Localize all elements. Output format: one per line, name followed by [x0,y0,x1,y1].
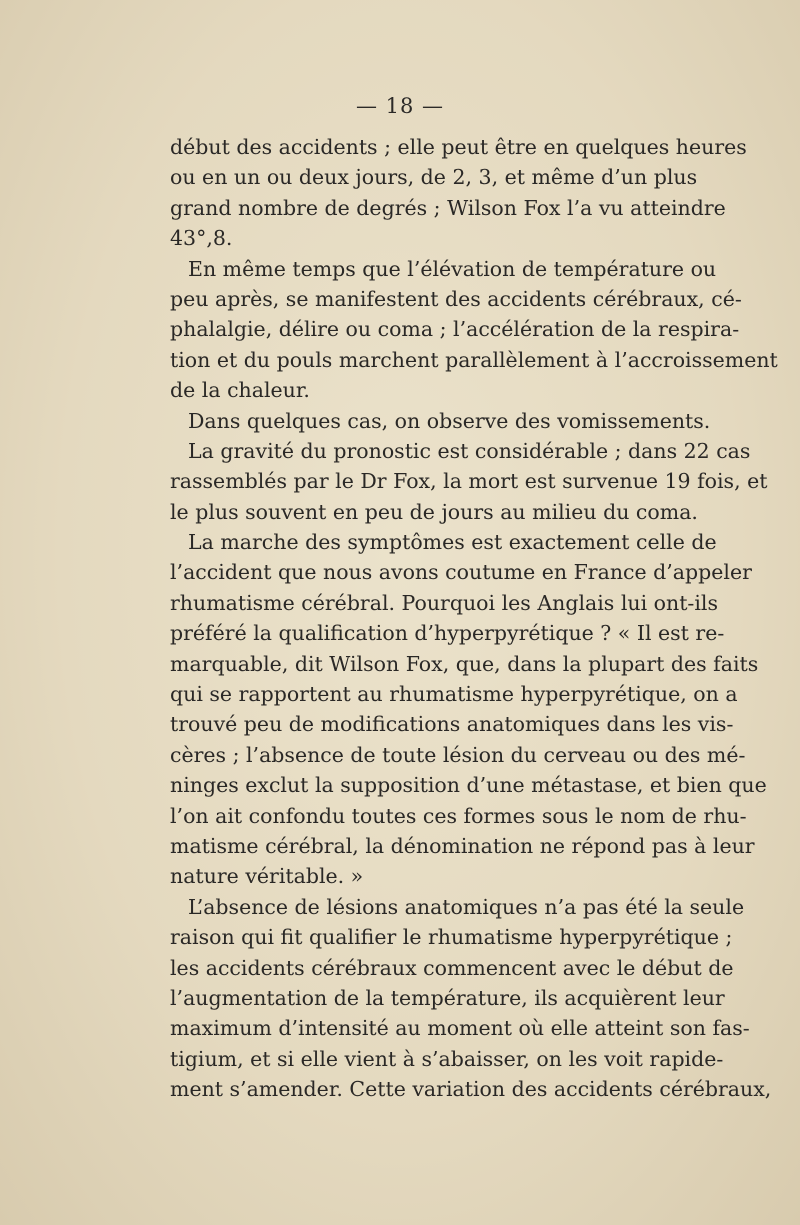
text-line: rassemblés par le Dr Fox, la mort est survenue 19 fois, et [170,469,768,494]
text-line: Dans quelques cas, on observe des vomissements. [188,408,711,433]
text-line: marquable, dit Wilson Fox, que, dans la plupart des faits [170,651,759,676]
text-line: le plus souvent en peu de jours au milieu du coma. [170,499,698,524]
text-line: maximum d’intensité au moment où elle atteint son fas- [170,1016,750,1041]
text-line: tion et du pouls marchent parallèlement à l’accroissement [170,347,778,372]
text-line: L’absence de lésions anatomiques n’a pas été la seule [188,894,745,919]
text-line: qui se rapportent au rhumatisme hyperpyrétique, on a [170,682,738,707]
text-line: trouvé peu de modifications anatomiques dans les vis- [170,712,734,737]
text-line: raison qui fit qualifier le rhumatisme hyperpyrétique ; [170,925,733,950]
text-line: En même temps que l’élévation de température ou [188,256,717,281]
text-line: La gravité du pronostic est considérable ; dans 22 cas [188,438,751,463]
text-line: rhumatisme cérébral. Pourquoi les Anglais lui ont-ils [170,590,718,615]
text-line: ment s’amender. Cette variation des accidents cérébraux, [170,1077,772,1102]
text-line: 43°,8. [170,226,233,251]
text-line: les accidents cérébraux commencent avec le début de [170,955,734,980]
text-line: nature véritable. » [170,864,364,889]
page-number: — 18 — [355,94,445,118]
text-line: l’on ait confondu toutes ces formes sous le nom de rhu- [170,803,747,828]
text-line: grand nombre de degrés ; Wilson Fox l’a vu atteindre [170,195,726,220]
text-line: tigium, et si elle vient à s’abaisser, on les voit rapide- [170,1046,724,1071]
text-line: peu après, se manifestent des accidents cérébraux, cé- [170,286,742,311]
text-line: préféré la qualification d’hyperpyrétique ? « Il est re- [170,621,725,646]
text-line: l’accident que nous avons coutume en France d’appeler [170,560,752,585]
body-text [170,132,778,1105]
text-line: début des accidents ; elle peut être en quelques heures [170,135,747,159]
text-line: ou en un ou deux jours, de 2, 3, et même d’un plus [170,165,698,190]
text-line: l’augmentation de la température, ils acquièrent leur [170,985,725,1010]
text-line: ninges exclut la supposition d’une métastase, et bien que [170,773,767,798]
text-line: de la chaleur. [170,378,310,403]
text-line: cères ; l’absence de toute lésion du cerveau ou des mé- [170,742,746,767]
text-line: phalalgie, délire ou coma ; l’accélération de la respira- [170,317,740,342]
text-line: La marche des symptômes est exactement celle de [188,530,717,555]
text-line: matisme cérébral, la dénomination ne répond pas à leur [170,833,755,858]
